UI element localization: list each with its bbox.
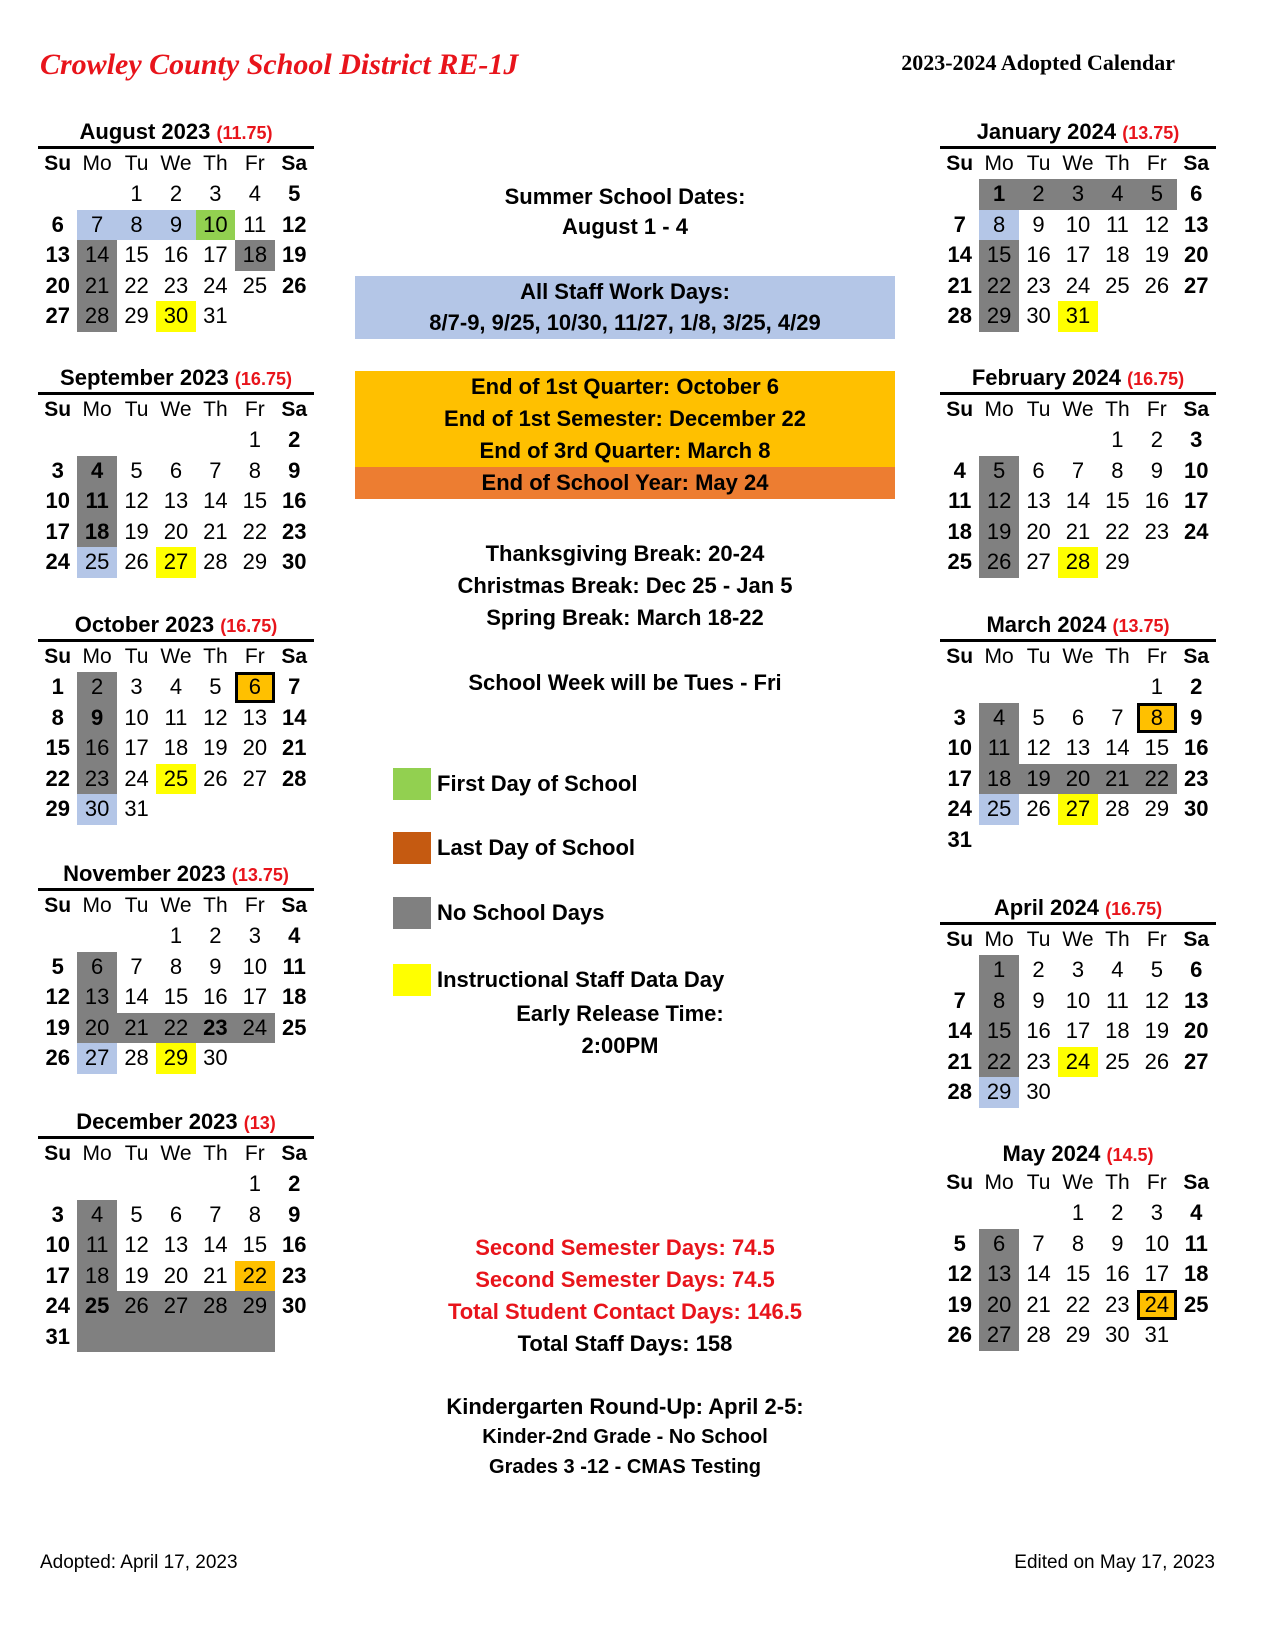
month-march <box>940 611 1216 855</box>
month-grid: Su Mo Tu We Th Fr Sa 1 2 3 4 5 6 7 8 9 10 11 12 13 14 15 16 17 18 19 20 21 22 23 24 25 26 27 28 29 30 31 <box>38 642 314 825</box>
day-count: (13.75) <box>231 865 289 885</box>
month-grid: Su Mo Tu We Th Fr Sa 1 2 3 4 5 6 7 8 9 10 11 12 13 14 15 16 17 18 19 20 21 22 23 24 25 26 27 28 29 30 31 <box>946 645 1210 852</box>
month-grid: Su Mo Tu We Th Fr Sa 1 2 3 4 5 6 7 8 9 10 11 12 13 14 15 16 17 18 19 20 21 22 23 24 25 26 27 28 29 30 <box>38 891 314 1074</box>
legend-no-school: No School Days <box>393 897 604 929</box>
day-count: (14.5) <box>1106 1145 1154 1165</box>
day-count: (11.75) <box>216 123 273 143</box>
month-november <box>38 860 314 1074</box>
term-ends: End of 1st Quarter: October 6 End of 1st Semester: December 22 End of 3rd Quarter: March 8 <box>355 371 895 467</box>
day-count: (13.75) <box>1112 616 1170 636</box>
legend-last-day: Last Day of School <box>393 832 635 864</box>
legend-first-day: First Day of School <box>393 768 637 800</box>
month-grid: Su Mo Tu We Th Fr Sa 1 2 3 4 5 6 7 8 9 10 11 12 13 14 15 16 17 18 19 20 21 22 23 24 25 26 27 28 29 30 31 <box>940 149 1216 332</box>
school-week: School Week will be Tues - Fri <box>468 670 782 695</box>
year-end: End of School Year: May 24 <box>355 467 895 499</box>
month-january <box>940 118 1216 332</box>
calendar-title: 2023-2024 Adopted Calendar <box>901 50 1175 75</box>
month-header: January 2024 (13.75) <box>940 118 1216 149</box>
month-grid: Su Mo Tu We Th Fr Sa 1 2 3 4 5 6 7 8 9 10 11 12 13 14 15 16 17 18 19 20 21 22 23 24 25 26 27 28 29 30 <box>38 395 314 578</box>
summer-school: Summer School Dates: August 1 - 4 <box>504 184 746 239</box>
month-october <box>38 611 314 825</box>
day-count: (16.75) <box>1127 369 1185 389</box>
district-title: Crowley County School District RE-1J <box>40 48 519 81</box>
yellow-swatch <box>393 964 431 996</box>
month-header: December 2023 (13) <box>38 1108 314 1139</box>
month-december <box>38 1108 314 1352</box>
adopted-date: Adopted: April 17, 2023 <box>40 1552 238 1573</box>
month-may <box>940 1140 1216 1351</box>
day-count: (16.75) <box>1105 899 1163 919</box>
month-header: November 2023 (13.75) <box>38 860 314 891</box>
day-count: (16.75) <box>234 369 292 389</box>
month-header: April 2024 (16.75) <box>940 894 1216 925</box>
month-header: August 2023 (11.75) <box>38 118 314 149</box>
day-count: (13) <box>243 1113 276 1133</box>
edited-date: Edited on May 17, 2023 <box>1014 1552 1215 1573</box>
early-release: Early Release Time: 2:00PM <box>516 1001 724 1058</box>
month-header: September 2023 (16.75) <box>38 364 314 395</box>
month-header: February 2024 (16.75) <box>940 364 1216 395</box>
month-grid: Su Mo Tu We Th Fr Sa 1 2 3 4 5 6 7 8 9 10 11 12 13 14 15 16 17 18 19 20 21 22 23 24 25 26 27 28 29 30 31 <box>38 1139 314 1352</box>
green-swatch <box>393 768 431 800</box>
gray-swatch <box>393 897 431 929</box>
month-grid: Su Mo Tu We Th Fr Sa 1 2 3 4 5 6 7 8 9 10 11 12 13 14 15 16 17 18 19 20 21 22 23 24 25 26 27 28 29 30 31 <box>940 1168 1216 1351</box>
month-august <box>38 118 314 332</box>
month-header: March 2024 (13.75) <box>940 611 1216 642</box>
month-april <box>940 894 1216 1108</box>
month-grid: Su Mo Tu We Th Fr Sa 1 2 3 4 5 6 7 8 9 10 11 12 13 14 15 16 17 18 19 20 21 22 23 24 25 26 27 28 29 <box>940 395 1216 578</box>
month-grid: Su Mo Tu We Th Fr Sa 1 2 3 4 5 6 7 8 9 10 11 12 13 14 15 16 17 18 19 20 21 22 23 24 25 26 27 28 29 30 <box>940 925 1216 1108</box>
legend-data-day: Instructional Staff Data Day <box>393 964 724 996</box>
orange-swatch <box>393 832 431 864</box>
month-september <box>38 364 314 578</box>
month-february <box>940 364 1216 578</box>
staff-work-days: All Staff Work Days: 8/7-9, 9/25, 10/30, 11/27, 1/8, 3/25, 4/29 <box>355 276 895 339</box>
day-count: (13.75) <box>1122 123 1180 143</box>
month-header: October 2023 (16.75) <box>38 611 314 642</box>
breaks: Thanksgiving Break: 20-24 Christmas Break: Dec 25 - Jan 5 Spring Break: March 18-22 <box>457 541 793 630</box>
kindergarten-roundup: Kindergarten Round-Up: April 2-5: Kinder-2nd Grade - No School Grades 3 -12 - CMAS Testing <box>446 1394 804 1478</box>
day-count: (16.75) <box>220 616 278 636</box>
month-grid: Su Mo Tu We Th Fr Sa 1 2 3 4 5 6 7 8 9 10 11 12 13 14 15 16 17 18 19 20 21 22 23 24 25 26 27 28 29 30 31 <box>38 149 314 332</box>
day-totals: Second Semester Days: 74.5 Second Semester Days: 74.5 Total Student Contact Days: 146.5 Total Staff Days: 158 <box>447 1235 803 1356</box>
month-header: May 2024 (14.5) <box>1002 1141 1154 1166</box>
